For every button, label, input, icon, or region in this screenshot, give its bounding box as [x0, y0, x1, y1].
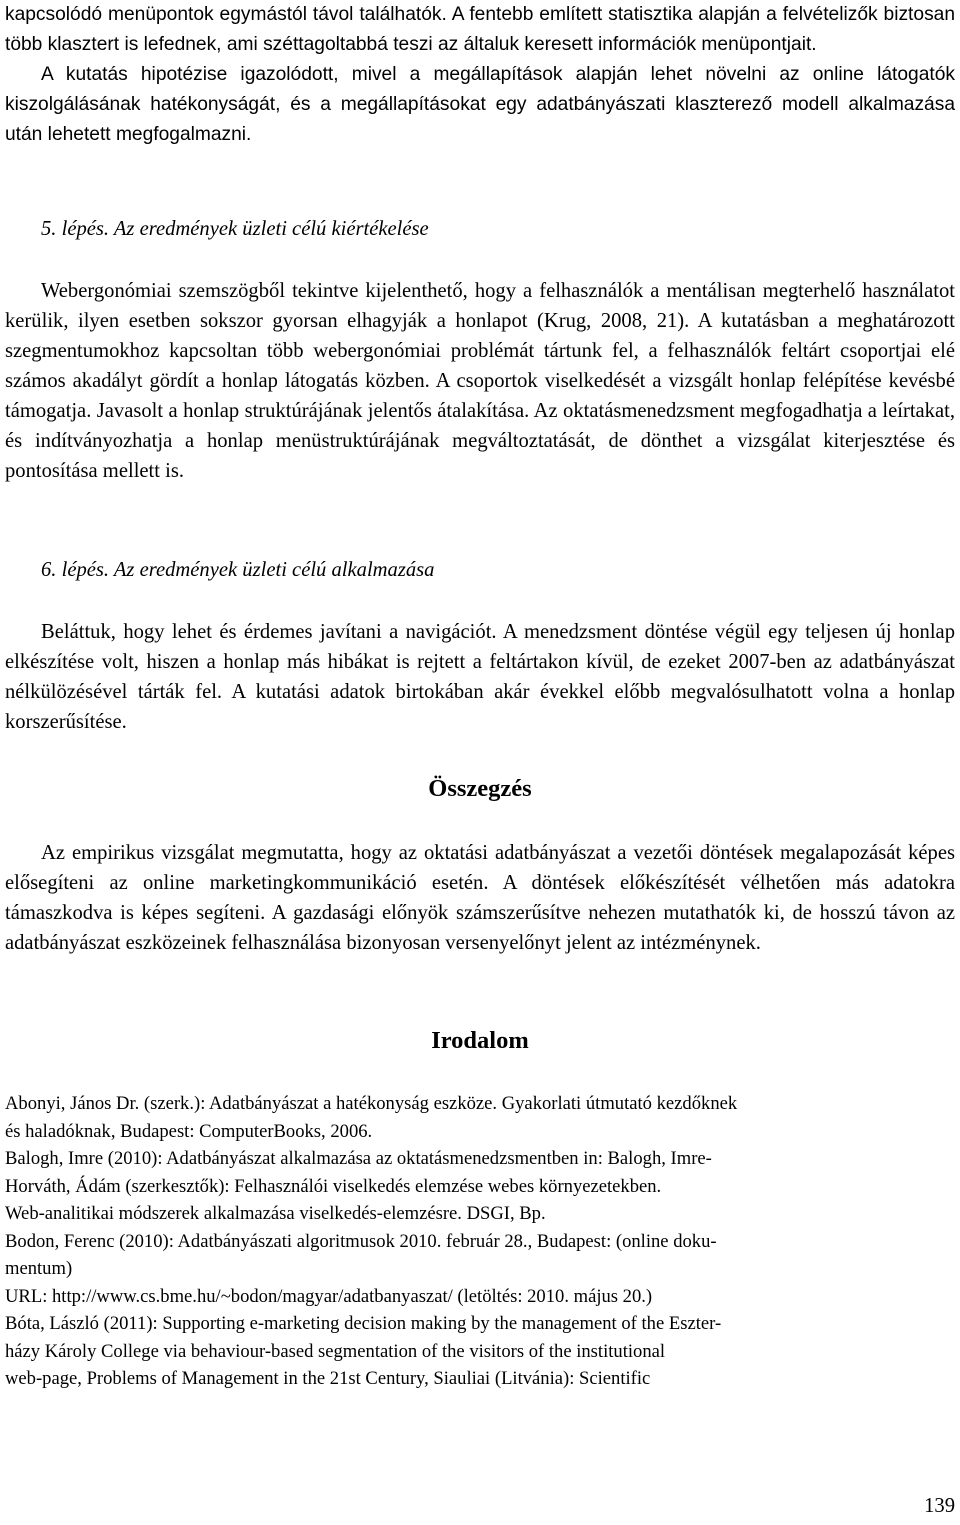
reference-line: Web-analitikai módszerek alkalmazása viselkedés-elemzésre. DSGI, Bp. [5, 1203, 546, 1224]
reference-line: Abonyi, János Dr. (szerk.): Adatbányászat a hatékonyság eszköze. Gyakorlati útmutató kezdőknek [5, 1093, 738, 1114]
reference-item [5, 1145, 955, 1228]
step5-label: 5. lépés. [41, 218, 110, 240]
step5-title: Az eredmények üzleti célú kiértékelése [113, 218, 429, 240]
hypothesis-text: A kutatás hipotézise igazolódott, mivel a megállapítások alapján lehet növelni az online látogatók kiszolgálásának hatékonyságát, és a megállapításokat egy adatbányászati klaszterező modell alkalmazása után lehetett megfogalmazni. [5, 64, 955, 145]
summary-paragraph: Az empirikus vizsgálat megmutatta, hogy az oktatási adatbányászat a vezetői döntések megalapozását képes elősegíteni az online marketingkommunikáció esetén. A döntések előkészítését vélhetően más adatokra támaszkodva is képes segíteni. A gazdasági előnyök számszerűsítve nehezen mutathatók ki, de hosszú távon az adatbányászat eszközeinek felhasználása bizonyosan versenyelőnyt jelent az intézménynek. [5, 842, 955, 954]
reference-line: Horváth, Ádám (szerkesztők): Felhasználói viselkedés elemzése webes környezetekben. [5, 1175, 662, 1197]
summary-section [5, 838, 955, 958]
reference-line: mentum) [5, 1258, 73, 1279]
step5-paragraph: Webergonómiai szemszögből tekintve kijelenthető, hogy a felhasználók a mentálisan megterhelő használatot kerülik, ilyen esetben sokszor gyorsan elhagyják a honlapot (Krug, 2008, 21). A kutatásban a meghatározott szegmentumokhoz kapcsoltan több webergonómiai problémát tártunk fel, a felhasználók feltárt csoportjai elé számos akadályt gördít a honlap látogatás közben. A csoportok viselkedését a vizsgált honlap felépítése kevésbé támogatja. Javasolt a honlap struktúrájának jelentős átalakítása. Az oktatásmenedzsment megfogadhatja a leírtakat, és indítványozhatja a honlap menüstruktúrájának megváltoztatását, de dönthet a vizsgálat kiterjesztése és pontosítása mellett is. [5, 280, 955, 482]
step6-section [5, 617, 955, 737]
reference-item [5, 1228, 955, 1311]
summary-heading: Összegzés [428, 775, 532, 802]
intro-section [5, 0, 955, 150]
reference-line: web-page, Problems of Management in the 21st Century, Siauliai (Litvánia): Scientific [5, 1368, 651, 1389]
step5-heading [5, 214, 955, 244]
reference-item [5, 1090, 955, 1145]
references-heading: Irodalom [431, 1027, 529, 1054]
reference-line: URL: http://www.cs.bme.hu/~bodon/magyar/adatbanyaszat/ (letöltés: 2010. május 20.) [5, 1285, 653, 1307]
page-number: 139 [924, 1495, 955, 1517]
references-heading-wrap [5, 1024, 955, 1058]
summary-heading-wrap [5, 772, 955, 806]
step5-section [5, 276, 955, 486]
reference-item [5, 1310, 955, 1393]
references-list [5, 1090, 955, 1393]
reference-line: Balogh, Imre (2010): Adatbányászat alkalmazása az oktatásmenedzsmentben in: Balogh, Imre- [5, 1148, 712, 1169]
step6-paragraph: Beláttuk, hogy lehet és érdemes javítani a navigációt. A menedzsment döntése végül egy teljesen új honlap elkészítése volt, hiszen a honlap más hibákat is rejtett a feltártakon kívül, de ezeket 2007-ben az adatbányászat nélkülözésével tárták fel. A kutatási adatok birtokában akár évekkel előbb megvalósulhatott volna a honlap korszerűsítése. [5, 621, 955, 733]
intro-continuation-text: kapcsolódó menüpontok egymástól távol találhatók. A fentebb említett statisztika alapján a felvételizők biztosan több klasztert is lefednek, ami széttagoltabbá teszi az általuk keresett információk menüpontjait. [5, 4, 955, 55]
step6-heading [5, 555, 955, 585]
reference-line: házy Károly College via behaviour-based segmentation of the visitors of the institutional [5, 1340, 666, 1362]
reference-line: Bóta, László (2011): Supporting e-marketing decision making by the management of the Eszter- [5, 1313, 722, 1334]
reference-line: és haladóknak, Budapest: ComputerBooks, 2006. [5, 1120, 373, 1142]
step6-label: 6. lépés. [41, 559, 110, 581]
step6-title: Az eredmények üzleti célú alkalmazása [113, 559, 435, 581]
reference-line: Bodon, Ferenc (2010): Adatbányászati algoritmusok 2010. február 28., Budapest: (online doku- [5, 1230, 717, 1252]
